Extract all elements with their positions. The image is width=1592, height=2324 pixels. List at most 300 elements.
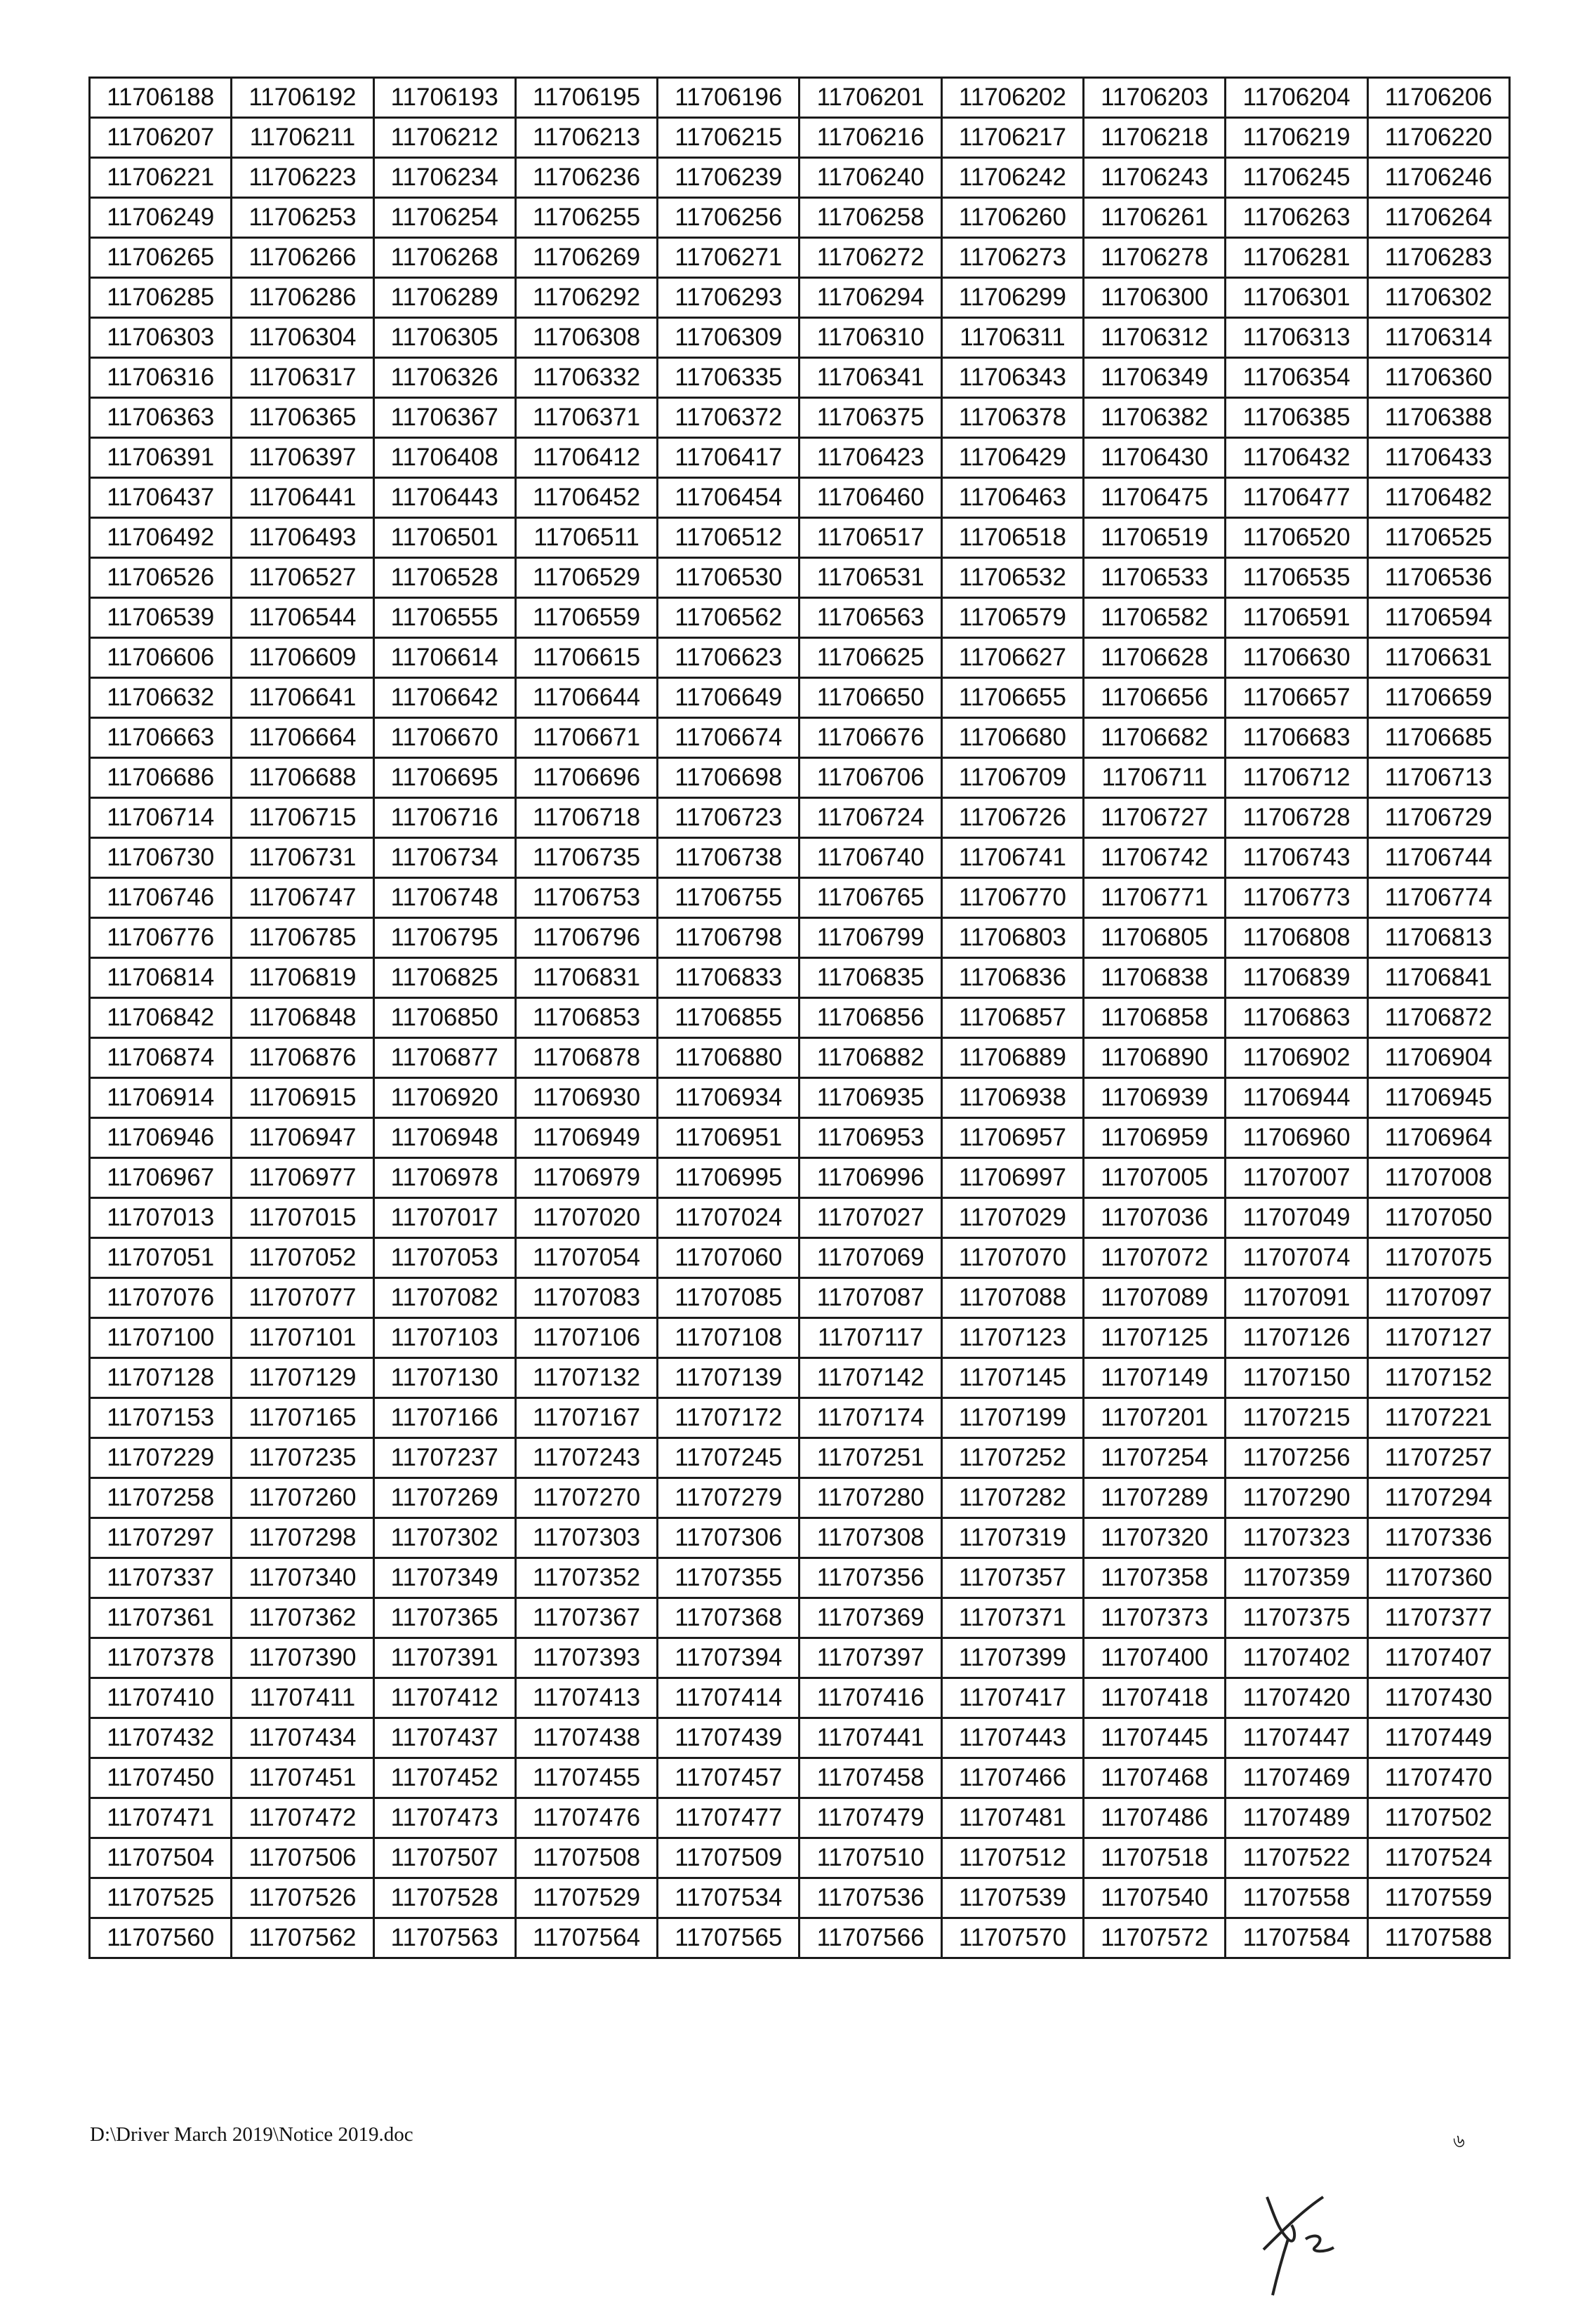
roll-number-cell: 11706960 [1226, 1118, 1367, 1158]
roll-number-cell: 11706354 [1226, 358, 1367, 398]
roll-number-cell: 11706939 [1084, 1078, 1226, 1118]
table-row [90, 1438, 1510, 1478]
roll-number-cell: 11706776 [90, 918, 232, 958]
roll-number-cell: 11706664 [232, 718, 373, 758]
roll-number-cell: 11706309 [658, 318, 800, 358]
roll-number-cell: 11707235 [232, 1438, 373, 1478]
roll-number-cell: 11707201 [1084, 1398, 1226, 1438]
table-row [90, 1758, 1510, 1798]
roll-number-cell: 11706408 [373, 438, 515, 478]
roll-number-cell: 11706659 [1367, 678, 1509, 718]
roll-number-cell: 11706755 [658, 878, 800, 918]
table-row [90, 438, 1510, 478]
roll-number-cell: 11707320 [1084, 1518, 1226, 1558]
roll-number-cell: 11707473 [373, 1798, 515, 1838]
roll-number-cell: 11706723 [658, 798, 800, 838]
roll-number-cell: 11706874 [90, 1038, 232, 1078]
roll-number-cell: 11706378 [941, 398, 1083, 438]
table-row [90, 798, 1510, 838]
roll-number-cell: 11707358 [1084, 1558, 1226, 1598]
roll-number-cell: 11706532 [941, 558, 1083, 598]
roll-number-cell: 11706293 [658, 278, 800, 318]
roll-number-cell: 11707020 [515, 1198, 657, 1238]
roll-number-cell: 11707254 [1084, 1438, 1226, 1478]
roll-number-cell: 11707369 [800, 1598, 941, 1638]
roll-number-cell: 11706741 [941, 838, 1083, 878]
roll-number-cell: 11706528 [373, 558, 515, 598]
roll-number-cell: 11707391 [373, 1638, 515, 1678]
roll-number-cell: 11706945 [1367, 1078, 1509, 1118]
roll-number-cell: 11706889 [941, 1038, 1083, 1078]
roll-number-cell: 11707336 [1367, 1518, 1509, 1558]
roll-number-cell: 11706308 [515, 318, 657, 358]
roll-number-cell: 11707502 [1367, 1798, 1509, 1838]
roll-number-cell: 11707400 [1084, 1638, 1226, 1678]
roll-number-cell: 11706841 [1367, 958, 1509, 998]
roll-number-cell: 11706301 [1226, 278, 1367, 318]
roll-number-cell: 11707294 [1367, 1478, 1509, 1518]
roll-number-cell: 11706839 [1226, 958, 1367, 998]
roll-number-cell: 11706264 [1367, 198, 1509, 238]
roll-number-cell: 11707129 [232, 1358, 373, 1398]
roll-number-cell: 11706838 [1084, 958, 1226, 998]
roll-number-cell: 11706242 [941, 158, 1083, 198]
roll-number-cell: 11706261 [1084, 198, 1226, 238]
roll-number-cell: 11706531 [800, 558, 941, 598]
roll-number-cell: 11706796 [515, 918, 657, 958]
roll-number-cell: 11707540 [1084, 1878, 1226, 1918]
roll-number-cell: 11706729 [1367, 798, 1509, 838]
roll-number-cell: 11706385 [1226, 398, 1367, 438]
table-row [90, 718, 1510, 758]
roll-number-cell: 11707534 [658, 1878, 800, 1918]
roll-number-cell: 11707130 [373, 1358, 515, 1398]
roll-number-cell: 11706727 [1084, 798, 1226, 838]
roll-number-cell: 11707525 [90, 1878, 232, 1918]
table-row [90, 318, 1510, 358]
footer-file-path: D:\Driver March 2019\Notice 2019.doc [90, 2123, 413, 2146]
roll-number-cell: 11707323 [1226, 1518, 1367, 1558]
roll-number-cell: 11707457 [658, 1758, 800, 1798]
roll-number-cell: 11706206 [1367, 78, 1509, 118]
roll-number-cell: 11706299 [941, 278, 1083, 318]
roll-number-cell: 11706663 [90, 718, 232, 758]
roll-number-cell: 11706365 [232, 398, 373, 438]
table-row [90, 1118, 1510, 1158]
roll-number-cell: 11707088 [941, 1278, 1083, 1318]
roll-number-cell: 11706285 [90, 278, 232, 318]
roll-number-cell: 11706609 [232, 638, 373, 678]
roll-number-cell: 11707563 [373, 1918, 515, 1958]
roll-number-cell: 11706696 [515, 758, 657, 798]
roll-number-cell: 11707101 [232, 1318, 373, 1358]
roll-number-cell: 11706713 [1367, 758, 1509, 798]
roll-number-cell: 11706268 [373, 238, 515, 278]
roll-number-cell: 11707504 [90, 1838, 232, 1878]
roll-number-cell: 11707050 [1367, 1198, 1509, 1238]
roll-number-cell: 11706995 [658, 1158, 800, 1198]
roll-number-cell: 11706799 [800, 918, 941, 958]
roll-number-cell: 11706343 [941, 358, 1083, 398]
roll-number-cell: 11707352 [515, 1558, 657, 1598]
roll-number-cell: 11706644 [515, 678, 657, 718]
roll-number-cell: 11706430 [1084, 438, 1226, 478]
roll-number-cell: 11706712 [1226, 758, 1367, 798]
roll-number-cell: 11707127 [1367, 1318, 1509, 1358]
roll-number-cell: 11707153 [90, 1398, 232, 1438]
roll-number-cell: 11707469 [1226, 1758, 1367, 1798]
roll-number-cell: 11707458 [800, 1758, 941, 1798]
roll-number-cell: 11706371 [515, 398, 657, 438]
roll-number-cell: 11707441 [800, 1718, 941, 1758]
roll-number-cell: 11707564 [515, 1918, 657, 1958]
roll-number-cell: 11706212 [373, 118, 515, 158]
roll-number-cell: 11706730 [90, 838, 232, 878]
table-row [90, 1158, 1510, 1198]
roll-number-cell: 11706255 [515, 198, 657, 238]
roll-number-cell: 11706372 [658, 398, 800, 438]
roll-number-cell: 11706559 [515, 598, 657, 638]
roll-number-cell: 11706266 [232, 238, 373, 278]
roll-number-cell: 11706872 [1367, 998, 1509, 1038]
table-row [90, 1558, 1510, 1598]
roll-number-cell: 11707049 [1226, 1198, 1367, 1238]
roll-number-cell: 11706680 [941, 718, 1083, 758]
roll-number-cell: 11706938 [941, 1078, 1083, 1118]
roll-number-cell: 11706289 [373, 278, 515, 318]
table-row [90, 398, 1510, 438]
roll-number-cell: 11706934 [658, 1078, 800, 1118]
roll-number-cell: 11706234 [373, 158, 515, 198]
roll-number-cell: 11706477 [1226, 478, 1367, 518]
roll-number-cell: 11707290 [1226, 1478, 1367, 1518]
roll-number-cell: 11707559 [1367, 1878, 1509, 1918]
roll-number-cell: 11706215 [658, 118, 800, 158]
roll-number-cell: 11706219 [1226, 118, 1367, 158]
roll-number-cell: 11706533 [1084, 558, 1226, 598]
roll-number-cell: 11707412 [373, 1678, 515, 1718]
roll-number-cell: 11707340 [232, 1558, 373, 1598]
roll-number-cell: 11706625 [800, 638, 941, 678]
table-row [90, 558, 1510, 598]
roll-number-cell: 11707085 [658, 1278, 800, 1318]
roll-number-cell: 11706519 [1084, 518, 1226, 558]
roll-number-cell: 11706747 [232, 878, 373, 918]
roll-number-cell: 11706245 [1226, 158, 1367, 198]
roll-number-cell: 11707132 [515, 1358, 657, 1398]
roll-number-cell: 11707362 [232, 1598, 373, 1638]
roll-number-cell: 11707536 [800, 1878, 941, 1918]
roll-number-cell: 11706630 [1226, 638, 1367, 678]
roll-number-cell: 11706432 [1226, 438, 1367, 478]
roll-number-cell: 11706825 [373, 958, 515, 998]
roll-number-cell: 11706286 [232, 278, 373, 318]
roll-number-cell: 11706300 [1084, 278, 1226, 318]
roll-number-cell: 11706302 [1367, 278, 1509, 318]
roll-number-cell: 11706774 [1367, 878, 1509, 918]
roll-number-cell: 11706317 [232, 358, 373, 398]
roll-number-cell: 11706512 [658, 518, 800, 558]
roll-number-cell: 11706417 [658, 438, 800, 478]
roll-number-cell: 11707439 [658, 1718, 800, 1758]
roll-number-cell: 11707452 [373, 1758, 515, 1798]
roll-number-cell: 11706688 [232, 758, 373, 798]
roll-number-cell: 11706614 [373, 638, 515, 678]
table-row [90, 598, 1510, 638]
table-row [90, 1318, 1510, 1358]
table-row [90, 278, 1510, 318]
roll-number-cell: 11706223 [232, 158, 373, 198]
page-corner-mark: ৬ [1453, 2131, 1465, 2152]
roll-number-table [88, 77, 1511, 1959]
table-row [90, 78, 1510, 118]
roll-number-cell: 11706292 [515, 278, 657, 318]
roll-number-cell: 11707430 [1367, 1678, 1509, 1718]
roll-number-cell: 11707053 [373, 1238, 515, 1278]
roll-number-cell: 11706213 [515, 118, 657, 158]
roll-number-cell: 11707152 [1367, 1358, 1509, 1398]
roll-number-cell: 11707282 [941, 1478, 1083, 1518]
roll-number-cell: 11707509 [658, 1838, 800, 1878]
roll-number-cell: 11706670 [373, 718, 515, 758]
roll-number-cell: 11706935 [800, 1078, 941, 1118]
roll-number-cell: 11706249 [90, 198, 232, 238]
roll-number-cell: 11707399 [941, 1638, 1083, 1678]
roll-number-cell: 11707221 [1367, 1398, 1509, 1438]
roll-number-cell: 11706742 [1084, 838, 1226, 878]
roll-number-cell: 11707476 [515, 1798, 657, 1838]
roll-number-cell: 11706517 [800, 518, 941, 558]
roll-number-cell: 11707087 [800, 1278, 941, 1318]
roll-number-cell: 11706272 [800, 238, 941, 278]
table-row [90, 638, 1510, 678]
roll-number-cell: 11706803 [941, 918, 1083, 958]
roll-number-cell: 11706753 [515, 878, 657, 918]
table-row [90, 478, 1510, 518]
roll-number-cell: 11707508 [515, 1838, 657, 1878]
roll-number-cell: 11707007 [1226, 1158, 1367, 1198]
roll-number-cell: 11706718 [515, 798, 657, 838]
roll-number-cell: 11706562 [658, 598, 800, 638]
roll-number-cell: 11707357 [941, 1558, 1083, 1598]
roll-number-cell: 11706628 [1084, 638, 1226, 678]
roll-number-cell: 11706724 [800, 798, 941, 838]
roll-number-cell: 11707468 [1084, 1758, 1226, 1798]
roll-number-cell: 11707486 [1084, 1798, 1226, 1838]
roll-number-cell: 11706441 [232, 478, 373, 518]
roll-number-cell: 11706594 [1367, 598, 1509, 638]
roll-number-cell: 11706520 [1226, 518, 1367, 558]
roll-number-cell: 11707167 [515, 1398, 657, 1438]
roll-number-cell: 11707413 [515, 1678, 657, 1718]
roll-number-cell: 11707447 [1226, 1718, 1367, 1758]
roll-number-cell: 11707008 [1367, 1158, 1509, 1198]
roll-number-cell: 11706930 [515, 1078, 657, 1118]
roll-number-cell: 11707560 [90, 1918, 232, 1958]
roll-number-cell: 11706375 [800, 398, 941, 438]
roll-number-cell: 11706579 [941, 598, 1083, 638]
roll-number-cell: 11707361 [90, 1598, 232, 1638]
roll-number-cell: 11707029 [941, 1198, 1083, 1238]
roll-number-cell: 11706731 [232, 838, 373, 878]
roll-number-cell: 11707518 [1084, 1838, 1226, 1878]
roll-number-cell: 11706304 [232, 318, 373, 358]
roll-number-cell: 11707355 [658, 1558, 800, 1598]
roll-number-cell: 11707089 [1084, 1278, 1226, 1318]
roll-number-cell: 11707117 [800, 1318, 941, 1358]
roll-number-cell: 11707070 [941, 1238, 1083, 1278]
roll-number-cell: 11706273 [941, 238, 1083, 278]
roll-number-cell: 11707360 [1367, 1558, 1509, 1598]
roll-number-cell: 11706698 [658, 758, 800, 798]
roll-number-cell: 11706771 [1084, 878, 1226, 918]
roll-number-cell: 11707443 [941, 1718, 1083, 1758]
roll-number-cell: 11707126 [1226, 1318, 1367, 1358]
roll-number-cell: 11707394 [658, 1638, 800, 1678]
table-row [90, 678, 1510, 718]
roll-number-cell: 11706246 [1367, 158, 1509, 198]
roll-number-cell: 11706271 [658, 238, 800, 278]
roll-number-cell: 11706314 [1367, 318, 1509, 358]
table-row [90, 958, 1510, 998]
table-row [90, 838, 1510, 878]
roll-number-cell: 11707108 [658, 1318, 800, 1358]
roll-number-cell: 11706254 [373, 198, 515, 238]
roll-number-cell: 11706951 [658, 1118, 800, 1158]
roll-number-cell: 11707024 [658, 1198, 800, 1238]
roll-number-cell: 11706204 [1226, 78, 1367, 118]
roll-number-cell: 11707123 [941, 1318, 1083, 1358]
table-row [90, 918, 1510, 958]
table-row [90, 1518, 1510, 1558]
roll-number-cell: 11706740 [800, 838, 941, 878]
roll-number-cell: 11707015 [232, 1198, 373, 1238]
roll-number-cell: 11706310 [800, 318, 941, 358]
table-row [90, 1078, 1510, 1118]
roll-number-cell: 11707375 [1226, 1598, 1367, 1638]
roll-number-cell: 11706836 [941, 958, 1083, 998]
roll-number-cell: 11707165 [232, 1398, 373, 1438]
roll-number-cell: 11706748 [373, 878, 515, 918]
roll-number-cell: 11707393 [515, 1638, 657, 1678]
table-body [90, 78, 1510, 1958]
roll-number-cell: 11707584 [1226, 1918, 1367, 1958]
roll-number-cell: 11707125 [1084, 1318, 1226, 1358]
roll-number-cell: 11707319 [941, 1518, 1083, 1558]
roll-number-cell: 11707229 [90, 1438, 232, 1478]
roll-number-cell: 11706863 [1226, 998, 1367, 1038]
table-row [90, 1838, 1510, 1878]
table-row [90, 238, 1510, 278]
roll-number-cell: 11707036 [1084, 1198, 1226, 1238]
roll-number-cell: 11706977 [232, 1158, 373, 1198]
roll-number-cell: 11706734 [373, 838, 515, 878]
roll-number-cell: 11707472 [232, 1798, 373, 1838]
roll-number-cell: 11707417 [941, 1678, 1083, 1718]
roll-number-cell: 11706890 [1084, 1038, 1226, 1078]
roll-number-cell: 11707052 [232, 1238, 373, 1278]
roll-number-cell: 11706555 [373, 598, 515, 638]
roll-number-cell: 11707172 [658, 1398, 800, 1438]
roll-number-cell: 11707349 [373, 1558, 515, 1598]
roll-number-cell: 11707371 [941, 1598, 1083, 1638]
roll-number-cell: 11706959 [1084, 1118, 1226, 1158]
roll-number-cell: 11706798 [658, 918, 800, 958]
roll-number-cell: 11706312 [1084, 318, 1226, 358]
roll-number-cell: 11707566 [800, 1918, 941, 1958]
roll-number-cell: 11706211 [232, 118, 373, 158]
roll-number-cell: 11707091 [1226, 1278, 1367, 1318]
roll-number-cell: 11706423 [800, 438, 941, 478]
roll-number-cell: 11707139 [658, 1358, 800, 1398]
roll-number-cell: 11707027 [800, 1198, 941, 1238]
roll-number-cell: 11707289 [1084, 1478, 1226, 1518]
roll-number-cell: 11706193 [373, 78, 515, 118]
roll-number-cell: 11706360 [1367, 358, 1509, 398]
roll-number-cell: 11707445 [1084, 1718, 1226, 1758]
roll-number-cell: 11706443 [373, 478, 515, 518]
roll-number-cell: 11706853 [515, 998, 657, 1038]
roll-number-cell: 11706676 [800, 718, 941, 758]
roll-number-cell: 11706335 [658, 358, 800, 398]
roll-number-cell: 11706536 [1367, 558, 1509, 598]
roll-number-cell: 11706460 [800, 478, 941, 518]
roll-number-cell: 11706530 [658, 558, 800, 598]
roll-number-cell: 11706735 [515, 838, 657, 878]
roll-number-cell: 11707572 [1084, 1918, 1226, 1958]
roll-number-cell: 11706526 [90, 558, 232, 598]
roll-number-cell: 11707570 [941, 1918, 1083, 1958]
roll-number-cell: 11706728 [1226, 798, 1367, 838]
roll-number-cell: 11707269 [373, 1478, 515, 1518]
roll-number-cell: 11706260 [941, 198, 1083, 238]
table-row [90, 1238, 1510, 1278]
roll-number-cell: 11706429 [941, 438, 1083, 478]
roll-number-cell: 11706709 [941, 758, 1083, 798]
roll-number-cell: 11707302 [373, 1518, 515, 1558]
roll-number-cell: 11707377 [1367, 1598, 1509, 1638]
table-row [90, 1358, 1510, 1398]
table-row [90, 1678, 1510, 1718]
roll-number-cell: 11706627 [941, 638, 1083, 678]
roll-number-cell: 11706914 [90, 1078, 232, 1118]
table-row [90, 1198, 1510, 1238]
roll-number-cell: 11706656 [1084, 678, 1226, 718]
roll-number-cell: 11706947 [232, 1118, 373, 1158]
roll-number-cell: 11707077 [232, 1278, 373, 1318]
roll-number-cell: 11707005 [1084, 1158, 1226, 1198]
roll-number-cell: 11706655 [941, 678, 1083, 718]
roll-number-cell: 11707279 [658, 1478, 800, 1518]
roll-number-cell: 11707437 [373, 1718, 515, 1758]
roll-number-cell: 11707150 [1226, 1358, 1367, 1398]
roll-number-cell: 11706814 [90, 958, 232, 998]
roll-number-cell: 11706738 [658, 838, 800, 878]
roll-number-cell: 11706203 [1084, 78, 1226, 118]
roll-number-cell: 11706915 [232, 1078, 373, 1118]
roll-number-cell: 11706606 [90, 638, 232, 678]
roll-number-cell: 11706642 [373, 678, 515, 718]
roll-number-cell: 11707402 [1226, 1638, 1367, 1678]
roll-number-cell: 11707060 [658, 1238, 800, 1278]
roll-number-cell: 11706833 [658, 958, 800, 998]
roll-number-cell: 11706258 [800, 198, 941, 238]
roll-number-cell: 11706305 [373, 318, 515, 358]
roll-number-cell: 11706623 [658, 638, 800, 678]
roll-number-cell: 11706316 [90, 358, 232, 398]
roll-number-cell: 11707256 [1226, 1438, 1367, 1478]
roll-number-cell: 11706367 [373, 398, 515, 438]
